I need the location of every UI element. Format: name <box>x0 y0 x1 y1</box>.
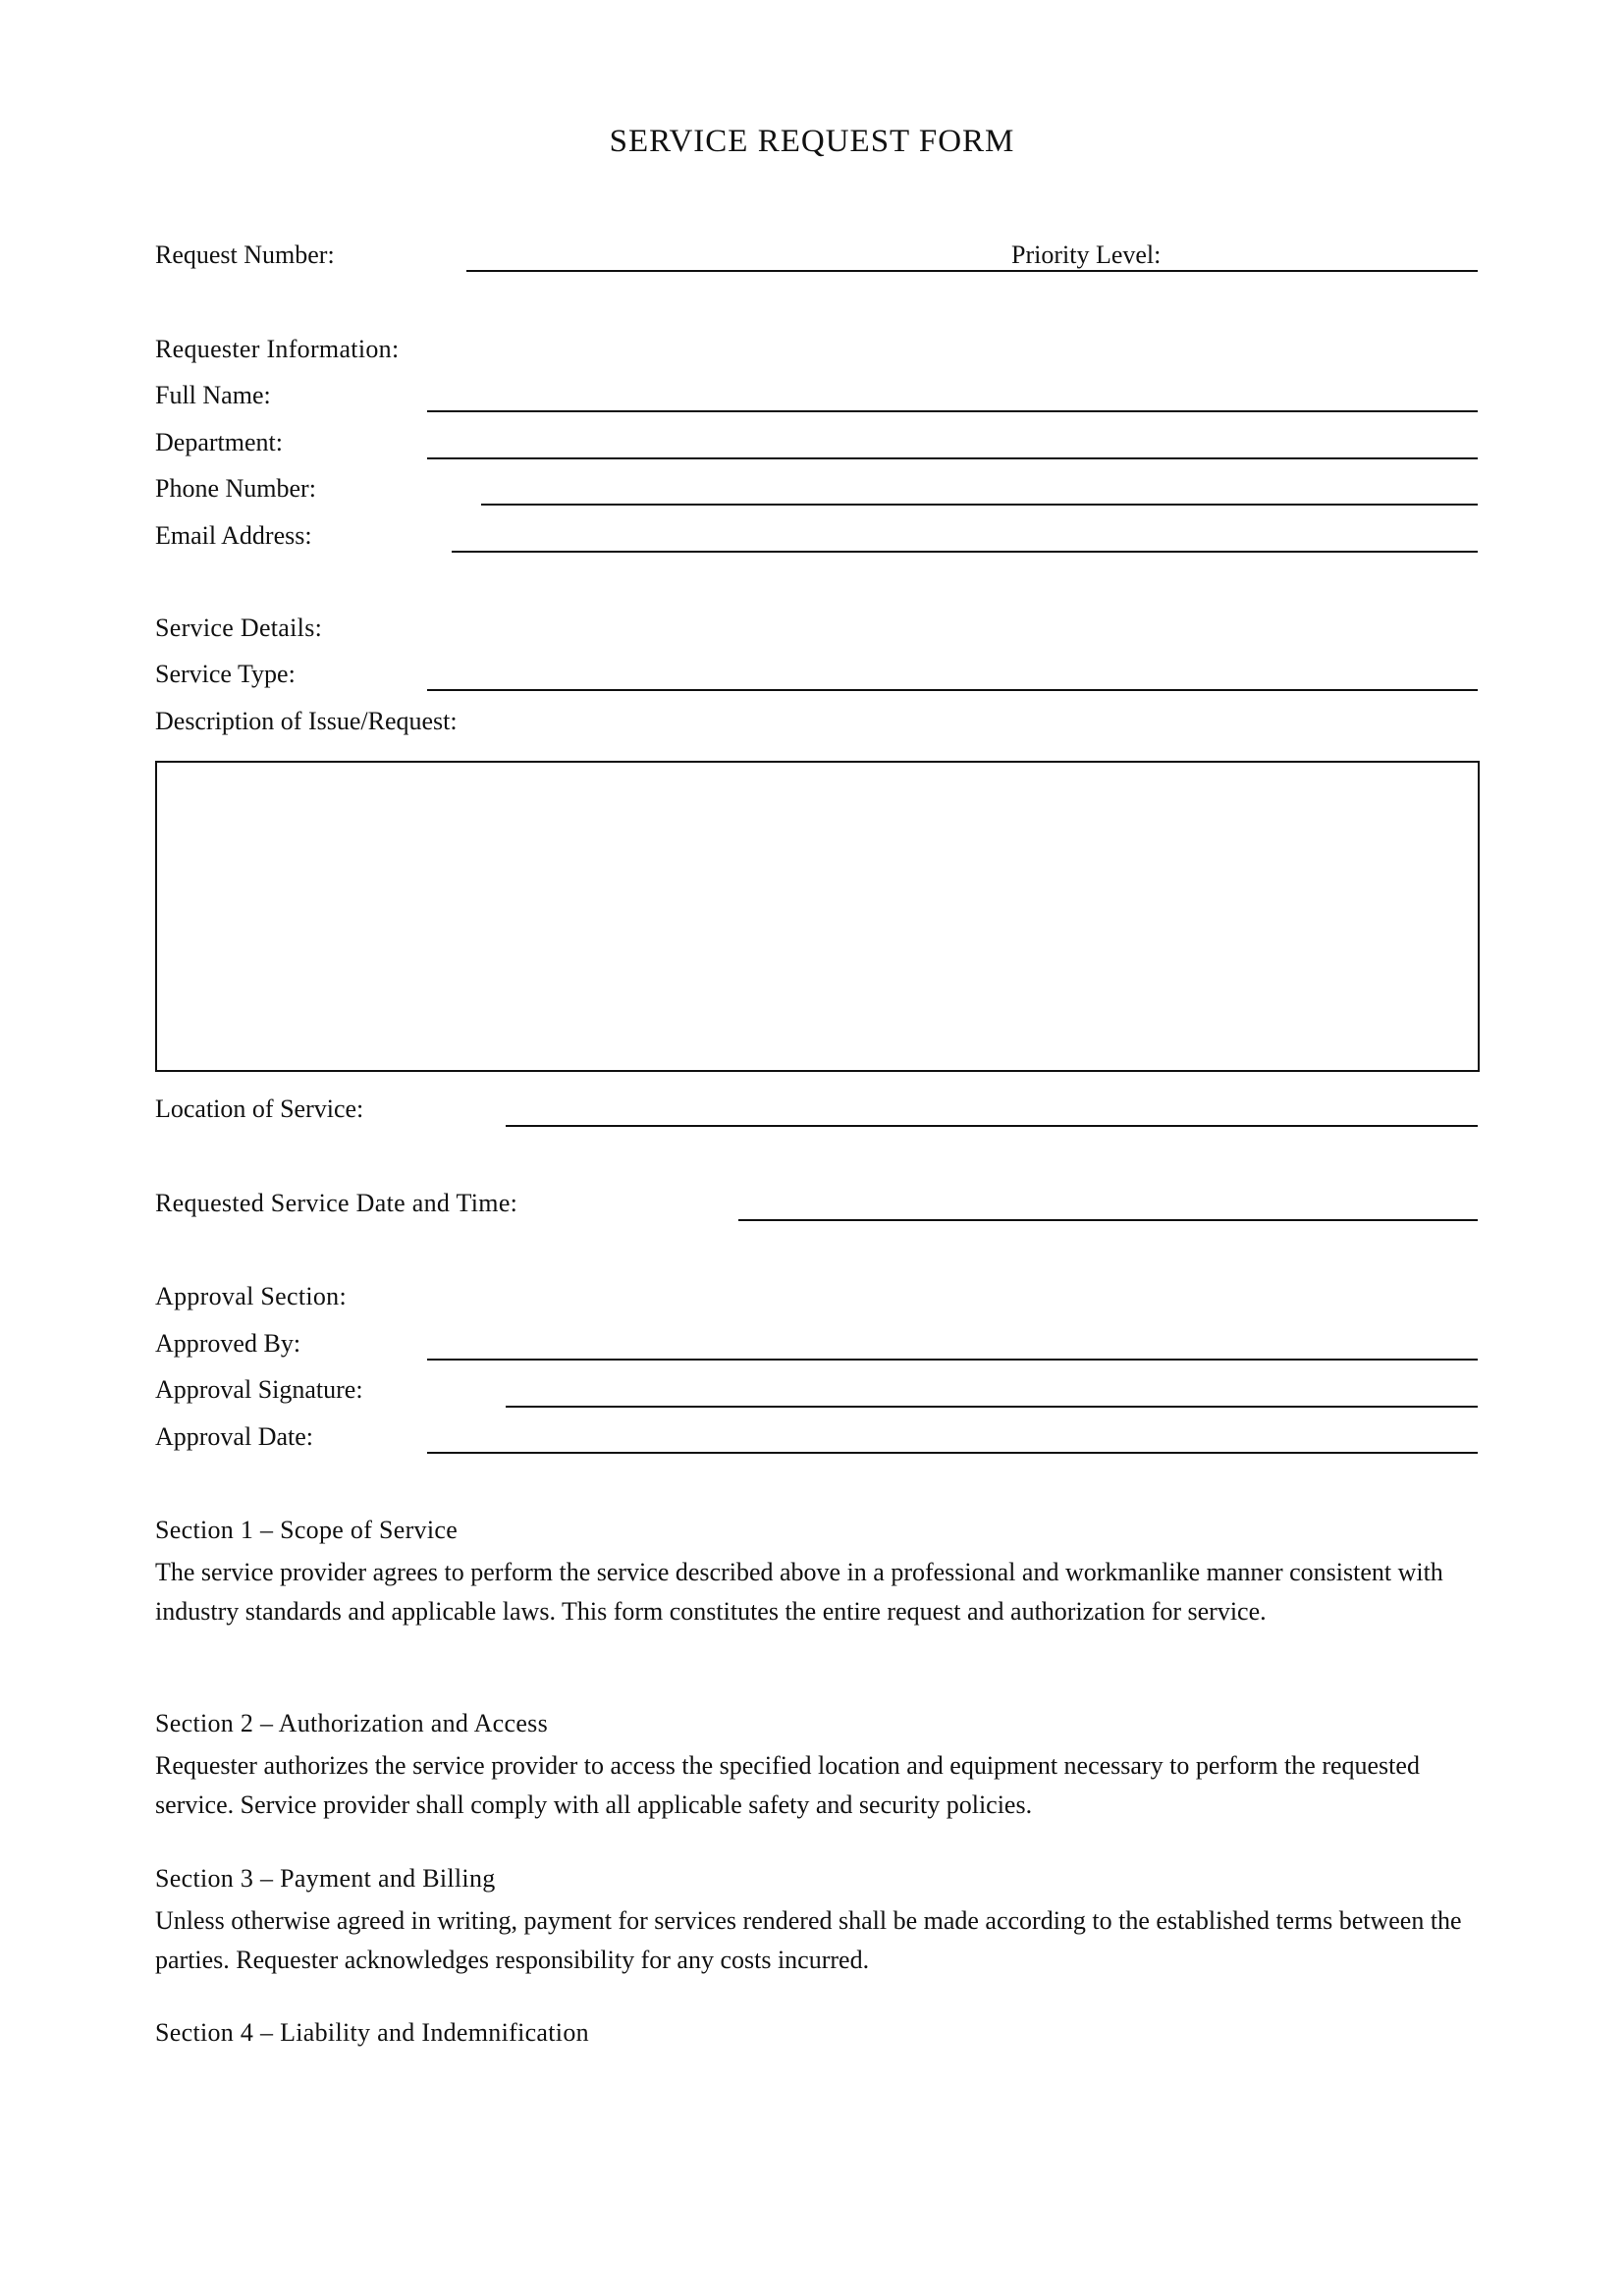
email-address-label: Email Address: <box>155 521 312 550</box>
location-of-service-field[interactable] <box>506 1125 1478 1127</box>
department-field[interactable] <box>427 457 1478 459</box>
section-3-text: Unless otherwise agreed in writing, payment for services rendered shall be made according to the established terms between the parties. Requester acknowledges responsibility for any costs incurred. <box>155 1906 1462 1974</box>
full-name-field[interactable] <box>427 410 1478 412</box>
requested-datetime-label: Requested Service Date and Time: <box>155 1189 518 1217</box>
approval-signature-field[interactable] <box>506 1406 1478 1408</box>
requester-info-heading: Requester Information: <box>155 335 400 363</box>
description-textarea[interactable] <box>155 761 1480 1072</box>
approval-section-heading: Approval Section: <box>155 1282 348 1310</box>
approved-by-label: Approved By: <box>155 1329 301 1358</box>
service-details-heading: Service Details: <box>155 614 323 642</box>
section-3-heading: Section 3 – Payment and Billing <box>155 1864 496 1893</box>
section-4-heading: Section 4 – Liability and Indemnification <box>155 2018 589 2047</box>
approval-date-label: Approval Date: <box>155 1422 314 1451</box>
approved-by-field[interactable] <box>427 1359 1478 1361</box>
phone-number-label: Phone Number: <box>155 474 316 503</box>
location-of-service-label: Location of Service: <box>155 1095 364 1123</box>
section-1-heading: Section 1 – Scope of Service <box>155 1516 459 1544</box>
department-label: Department: <box>155 428 283 456</box>
request-number-label: Request Number: <box>155 240 335 269</box>
description-label: Description of Issue/Request: <box>155 707 458 735</box>
approval-signature-label: Approval Signature: <box>155 1375 363 1404</box>
section-2-heading: Section 2 – Authorization and Access <box>155 1709 548 1737</box>
section-2-text: Requester authorizes the service provider to access the specified location and equipment necessary to perform the requested service. Service provider shall comply with all applicable safety and security policies. <box>155 1751 1420 1819</box>
requested-datetime-field[interactable] <box>738 1219 1478 1221</box>
email-address-field[interactable] <box>452 551 1478 553</box>
service-type-field[interactable] <box>427 689 1478 691</box>
priority-level-field[interactable] <box>1173 270 1478 272</box>
priority-level-label: Priority Level: <box>1011 240 1162 269</box>
service-type-label: Service Type: <box>155 660 296 688</box>
phone-number-field[interactable] <box>481 504 1478 506</box>
section-1-text: The service provider agrees to perform the service described above in a professional and workmanlike manner consistent with industry standards and applicable laws. This form constitutes the entire request and authorization for service. <box>155 1558 1443 1626</box>
form-title: SERVICE REQUEST FORM <box>609 124 1015 159</box>
approval-date-field[interactable] <box>427 1452 1478 1454</box>
full-name-label: Full Name: <box>155 381 271 409</box>
